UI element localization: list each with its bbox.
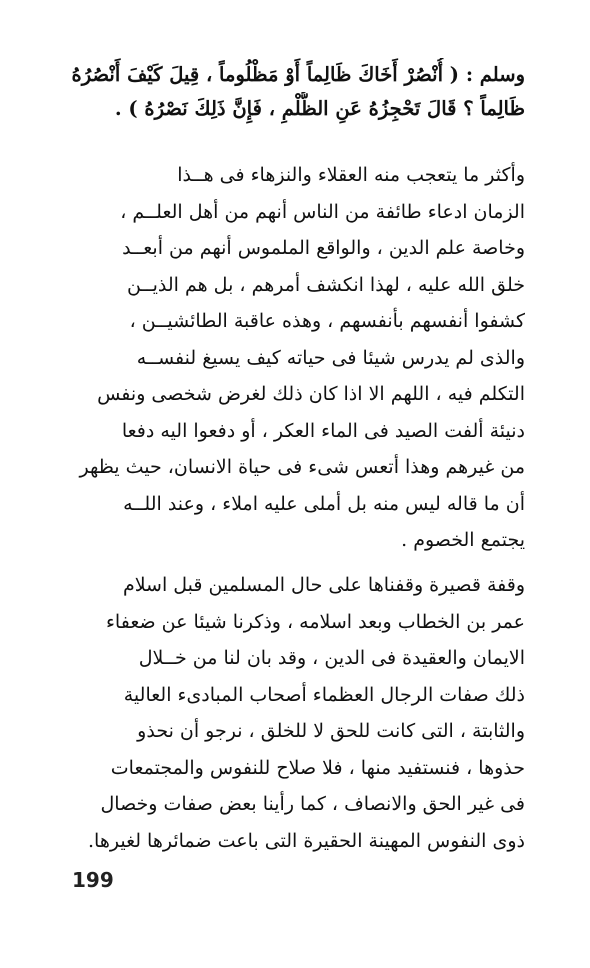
text-line: وخاصة علم الدين ، والواقع الملموس أنهم من أبعــد xyxy=(122,237,525,259)
text-line: عمر بن الخطاب وبعد اسلامه ، وذكرنا شيئا عن ضعفاء xyxy=(106,610,525,633)
text-line: من غيرهم وهذا أتعس شىء فى حياة الانسان، حيث يظهر xyxy=(79,456,525,478)
text-line: دنيئة ألفت الصيد فى الماء العكر ، أو دفعوا اليه دفعا xyxy=(121,419,525,442)
text-line: ذوى النفوس المهينة الحقيرة التى باعت ضمائرها لغيرها. xyxy=(88,829,525,852)
body-paragraph-2 xyxy=(70,157,525,559)
text-line: والثابتة ، التى كانت للحق لا للخلق ، نرجو أن نحذو xyxy=(137,720,525,742)
text-line: كشفوا أنفسهم بأنفسهم ، وهذه عاقبة الطائشيــن ، xyxy=(129,310,525,332)
text-line: حذوها ، فنستفيد منها ، فلا صلاح للنفوس والمجتمعات xyxy=(110,756,525,779)
page-number: 199 xyxy=(72,868,114,892)
text-line: الزمان ادعاء طائفة من الناس أنهم من أهل العلــم ، xyxy=(120,200,525,223)
text-line: ظَالِماً ؟ قَالَ تَحْجِزُهُ عَنِ الظُّلْمِ ، فَإِنَّ ذَلِكَ نَصْرُهُ ) . xyxy=(114,97,525,120)
body-paragraph-3 xyxy=(70,567,525,859)
text-line: والذى لم يدرس شيئا فى حياته كيف يسيغ لنفســه xyxy=(136,346,525,369)
text-line: التكلم فيه ، اللهم الا اذا كان ذلك لغرض شخصى ونفس xyxy=(97,383,525,405)
text-line: الايمان والعقيدة فى الدين ، وقد بان لنا من خــلال xyxy=(138,647,525,669)
text-line: وقفة قصيرة وقفناها على حال المسلمين قبل اسلام xyxy=(122,574,525,596)
text-line: خلق الله عليه ، لهذا انكشف أمرهم ، بل هم الذيــن xyxy=(127,273,525,296)
text-line: وأكثر ما يتعجب منه العقلاء والنزهاء فى هــذا xyxy=(177,164,525,186)
text-line: وسلم : ( أُنْصُرْ أَخَاكَ ظَالِماً أَوْ مَظْلُوماً ، قِيلَ كَيْفَ أَنْصُرُهُ xyxy=(71,63,525,86)
hadith-quote-paragraph xyxy=(70,58,525,126)
text-line: فى غير الحق والانصاف ، كما رأينا بعض صفات وخصال xyxy=(100,793,525,815)
text-line: أن ما قاله ليس منه بل أملى عليه املاء ، وعند اللــه xyxy=(123,492,525,515)
text-line: يجتمع الخصوم . xyxy=(401,529,525,551)
text-line: ذلك صفات الرجال العظماء أصحاب المبادىء العالية xyxy=(123,683,525,706)
